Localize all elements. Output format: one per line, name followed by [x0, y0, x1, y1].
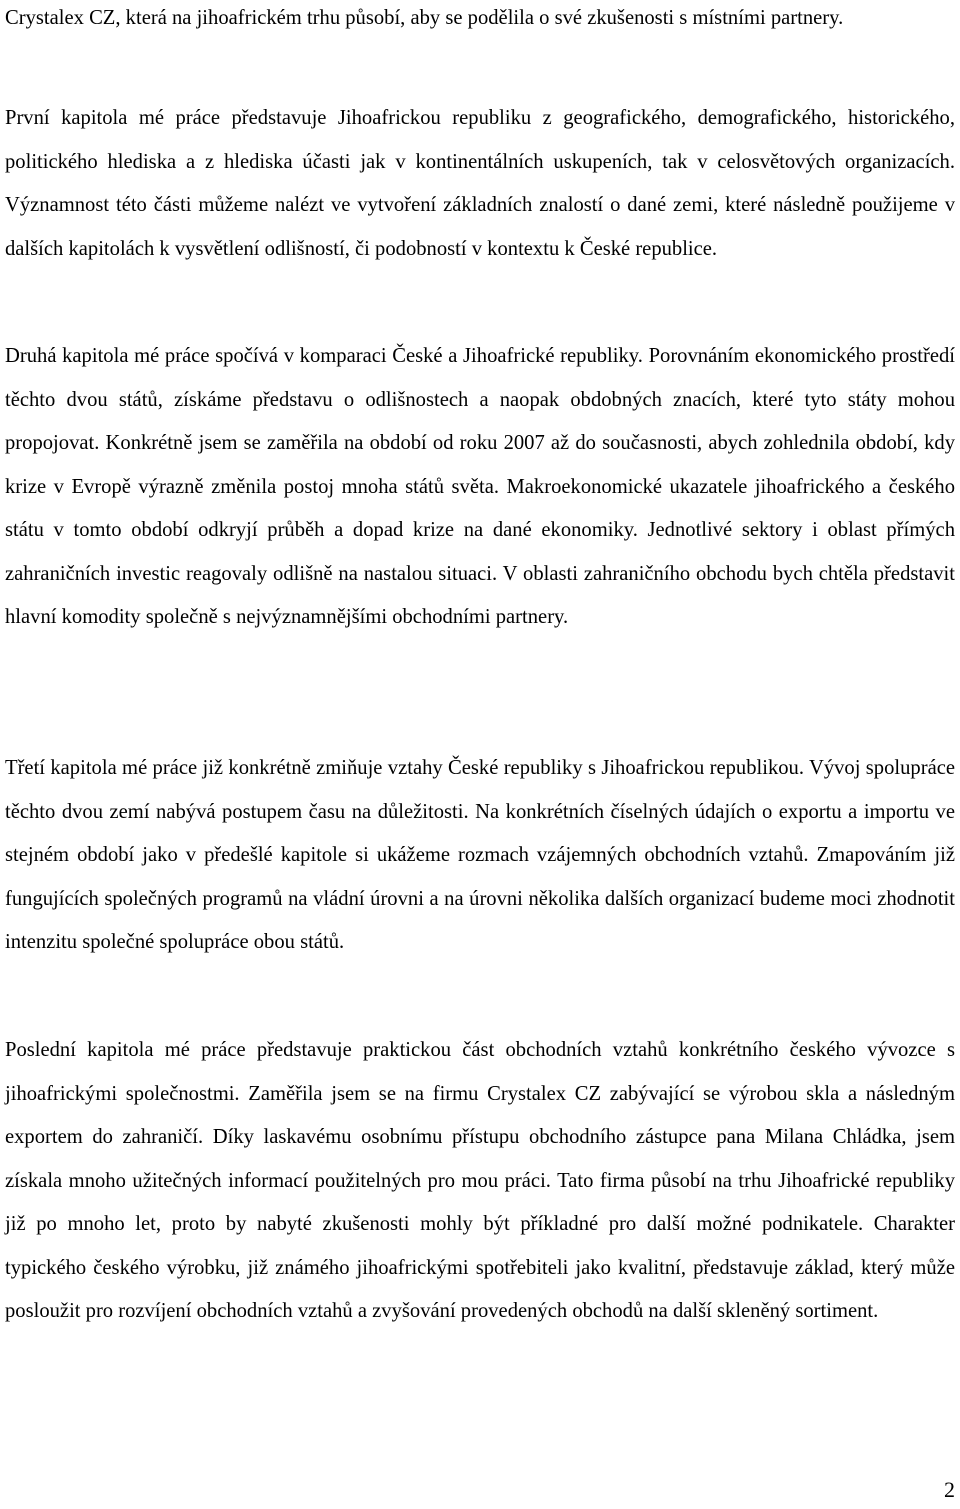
paragraph-chapter-one: První kapitola mé práce představuje Jihoafrickou republiku z geografického, demografického, historického, politického hlediska a z hlediska účasti jak v kontinentálních uskupeních, tak v celosvětových organizacích. Významnost této části můžeme nalézt ve vytvoření základních znalostí o dané zemi, které následně použijeme v dalších kapitolách k vysvětlení odlišností, či podobností v kontextu k České republice.: [5, 107, 955, 260]
page-number: 2: [944, 1477, 955, 1502]
paragraph-intro-continuation: Crystalex CZ, která na jihoafrickém trhu působí, aby se podělila o své zkušenosti s místními partnery.: [5, 7, 844, 29]
paragraph-chapter-three: Třetí kapitola mé práce již konkrétně zmiňuje vztahy České republiky s Jihoafrickou republikou. Vývoj spolupráce těchto dvou zemí nabývá postupem času na důležitosti. Na konkrétních číselných údajích o exportu a importu ve stejném období jako v předešlé kapitole si ukážeme rozmach vzájemných obchodních vztahů. Zmapováním již fungujících společných programů na vládní úrovni a na úrovni několika dalších organizací budeme moci zhodnotit intenzitu společné spolupráce obou států.: [5, 757, 955, 953]
paragraph-chapter-four: Poslední kapitola mé práce představuje praktickou část obchodních vztahů konkrétního českého vývozce s jihoafrickými společnostmi. Zaměřila jsem se na firmu Crystalex CZ zabývající se výrobou skla a následným exportem do zahraničí. Díky laskavému osobnímu přístupu obchodního zástupce pana Milana Chládka, jsem získala mnoho užitečných informací použitelných pro mou práci. Tato firma působí na trhu Jihoafrické republiky již po mnoho let, proto by nabyté zkušenosti mohly být příkladné pro další možné podnikatele. Charakter typického českého výrobku, již známého jihoafrickými spotřebiteli jako kvalitní, představuje základ, který může posloužit pro rozvíjení obchodních vztahů a zvyšování provedených obchodů na další skleněný sortiment.: [5, 1039, 955, 1322]
paragraph-chapter-two: Druhá kapitola mé práce spočívá v komparaci České a Jihoafrické republiky. Porovnáním ekonomického prostředí těchto dvou států, získáme představu o odlišnostech a naopak obdobných znacích, které tyto státy mohou propojovat. Konkrétně jsem se zaměřila na období od roku 2007 až do současnosti, abych zohlednila období, kdy krize v Evropě výrazně změnila postoj mnoha států světa. Makroekonomické ukazatele jihoafrického a českého státu v tomto období odkryjí průběh a dopad krize na dané ekonomiky. Jednotlivé sektory i oblast přímých zahraničních investic reagovaly odlišně na nastalou situaci. V oblasti zahraničního obchodu bych chtěla představit hlavní komodity společně s nejvýznamnějšími obchodními partnery.: [5, 345, 955, 628]
